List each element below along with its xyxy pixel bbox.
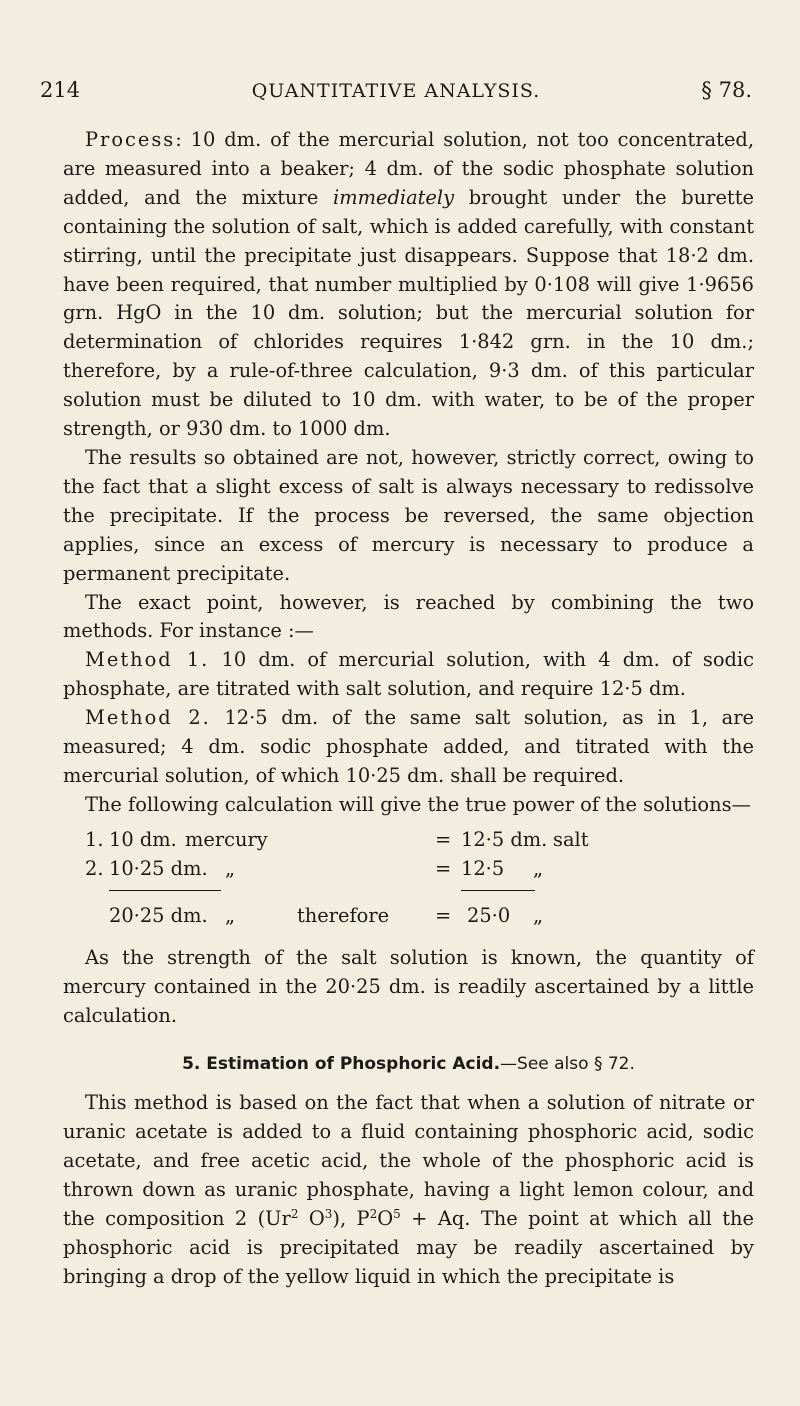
paragraph-results: The results so obtained are not, however, strictly correct, owing to the fact that a slight excess of salt is always necessary to redissolve the precipitate. If the process be reversed, the same objection applies, since an excess of mercury is necessary to produce a permanent precipitate. (63, 445, 754, 585)
page-body (63, 126, 754, 1292)
running-header (40, 78, 752, 108)
paragraph-method-1: Method 1. 10 dm. of mercurial solution, with 4 dm. of sodic phosphate, are titrated with salt solution, and require 12·5 dm. (63, 648, 754, 701)
paragraph-method-2: Method 2. 12·5 dm. of the same salt solution, as in 1, are measured; 4 dm. sodic phosphate added, and titrated with the mercurial solution, of which 10·25 dm. shall be required. (63, 706, 754, 787)
section-heading: 5. Estimation of Phosphoric Acid.—See also § 72. (182, 1054, 635, 1075)
emphasis-immediately: immediately (333, 185, 455, 209)
page-number: 214 (40, 78, 81, 102)
paragraph-exact-point: The exact point, however, is reached by combining the two methods. For instance :— (63, 590, 754, 643)
method-1-label: Method 1. (85, 648, 210, 672)
paragraph-strength: As the strength of the salt solution is known, the quantity of mercury contained in the 20·25 dm. is readily ascertained by a little calculation. (63, 945, 754, 1027)
section-number: § 78. (701, 78, 752, 102)
sum-rule-right (461, 890, 535, 891)
running-title: QUANTITATIVE ANALYSIS. (251, 80, 541, 102)
paragraph-following-calculation: The following calculation will give the true power of the solutions— (85, 792, 751, 816)
calc-row-1: 1. 10 dm. mercury = 12·5 dm. salt (85, 827, 589, 851)
sum-rule-left (109, 890, 221, 891)
process-label: Process (85, 128, 176, 151)
paragraph-method-based: This method is based on the fact that when a solution of nitrate or uranic acetate is added to a fluid containing phosphoric acid, sodic acetate, and free acetic acid, the whole of the phosphoric acid is thrown down as uranic phosphate, having a light lemon colour, and the composition 2 (Ur$^2$ $O^3$), $P^2O^5 + Aq$. The point at which all the phosphoric acid is precipitated may be readily ascertained by bringing a drop of the yellow liquid in which the precipitate is (63, 1091, 755, 1288)
method-2-label: Method 2. (85, 706, 211, 730)
calculation-table (63, 826, 754, 944)
calc-row-total: 20·25 dm. „ therefore = 25·0 „ (109, 903, 544, 927)
calc-row-2: 2. 10·25 dm. „ = 12·5 „ (85, 856, 544, 880)
paragraph-process: Process: 10 dm. of the mercurial solution, not too concentrated, are measured into a beaker; 4 dm. of the sodic phosphate solution added, and the mixture immediately brought under the burette containing the solution of salt, which is added carefully, with constant stirring, until the precipitate just disappears. Suppose that 18·2 dm. have been required, that number multiplied by 0·108 will give 1·9656 grn. HgO in the 10 dm. solution; but the mercurial solution for determination of chlorides requires 1·842 grn. in the 10 dm.; therefore, by a rule-of-three calculation, 9·3 dm. of this particular solution must be diluted to 10 dm. with water, to be of the proper strength, or 930 dm. to 1000 dm. (63, 128, 754, 441)
